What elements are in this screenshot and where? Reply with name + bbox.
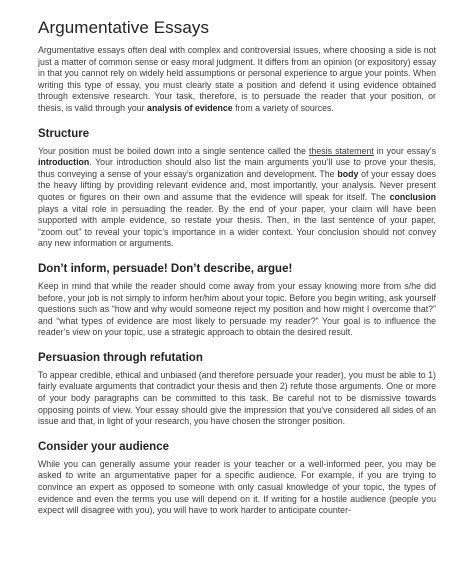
thesis-statement-term: thesis statement [309, 145, 374, 156]
conclusion-term: conclusion [389, 191, 436, 202]
intro-text-2: from a variety of sources. [232, 102, 334, 113]
intro-emphasis-analysis: analysis of evidence [147, 102, 233, 113]
section-heading-audience: Consider your audience [38, 440, 170, 453]
intro-text-1: Argumentative essays often deal with complex and controversial issues, where choosing a side is not just a matter of common sense or easy moral judgment. It differs from an opinion (or expository) essay in that you cannot rely on widely held assumptions or personal experience to argue your points. When writing this type of essay, you must clearly state a position and defend it using evidence obtained through extensive research. Your task, therefore, is to persuade the reader that your position, or thesis, is valid through your [38, 45, 436, 113]
dont-inform-paragraph: Keep in mind that while the reader should come away from your essay knowing more from s/he did before, your job is not simply to inform her/him about your topic. Before you begin writing, ask yourself questions such as “how and why would someone reject my position and how might I overcome that?” and “what types of evidence are most likely to persuade my reader?” Your goal is to influence the reader’s view on your topic, use a strategic approach to obtain the desired result. [38, 280, 436, 338]
audience-paragraph: While you can generally assume your reader is your teacher or a well-informed peer, you may be asked to write an argumentative paper for a specific audience. For example, if you are trying to convince an expert as opposed to someone with only casual knowledge of your topic, the types of evidence and even the terms you use will depend on it. If writing for a hostile audience (people you expect will disagree with you), you will have to work harder to anticipate counter- [38, 458, 436, 516]
structure-text-2: in your essay’s [373, 145, 437, 156]
structure-text-4: of your essay does the heavy lifting by providing relevant evidence and, most importantly, your analysis. Never present quotes or figures on their own and assume that the evidence will speak for itself. The [38, 168, 436, 202]
document-title: Argumentative Essays [38, 18, 210, 37]
section-heading-dont-inform: Don’t inform, persuade! Don’t describe, argue! [38, 262, 293, 275]
structure-paragraph [38, 146, 436, 250]
introduction-term: introduction [38, 157, 90, 168]
body-term: body [337, 168, 359, 179]
structure-text-5: plays a vital role in persuading the reader. By the end of your paper, your claim will have been supported with ample evidence, so restate your thesis. Then, in the last sentence of your paper, “zoom out” to reveal your topic’s importance in a wider context. Your conclusion should not convey any new information or arguments. [38, 203, 436, 249]
structure-text-1: Your position must be boiled down into a single sentence called the [38, 145, 310, 156]
structure-text-3: . Your introduction should also list the main arguments you’ll use to prove your thesis, thus conveying a sense of your essay’s organization and development. The [38, 157, 436, 179]
intro-paragraph [38, 45, 436, 115]
persuasion-paragraph: To appear credible, ethical and unbiased (and therefore persuade your reader), you must be able to 1) fairly evaluate arguments that contradict your thesis and then 2) refute those arguments. One or more of your body paragraphs can be committed to this task. Be careful not to be dismissive towards opposing points of view. Your essay should give the impression that you’ve considered all sides of an issue and that, in light of your research, you have chosen the stronger position. [38, 369, 436, 427]
section-heading-structure: Structure [38, 127, 90, 140]
section-heading-persuasion: Persuasion through refutation [38, 351, 203, 364]
